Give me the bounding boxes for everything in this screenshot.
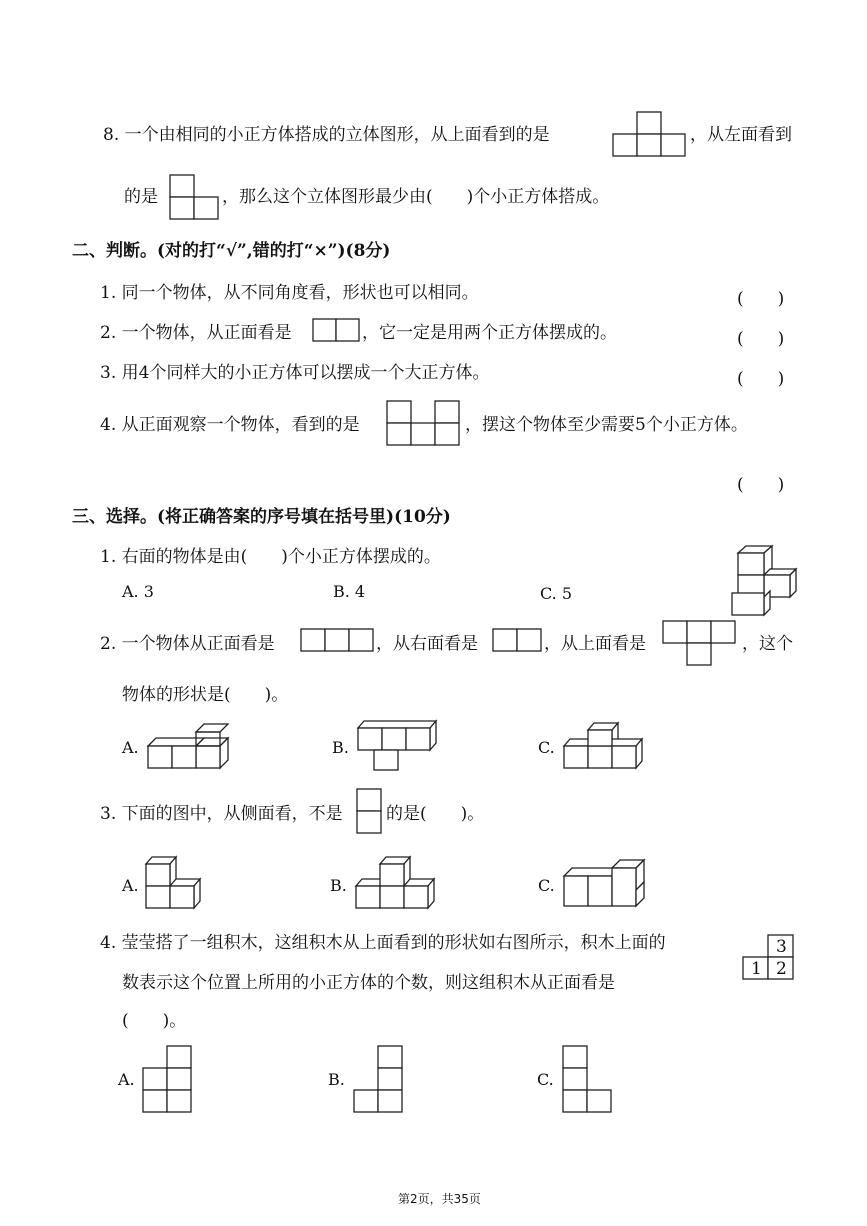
s3-q1-cube-figure bbox=[730, 544, 800, 618]
s3-q3-option-c[interactable]: C. bbox=[538, 876, 555, 895]
q8-line1-text: 8. 一个由相同的小正方体搭成的立体图形，从上面看到的是 bbox=[103, 125, 550, 145]
s2-item3-answer[interactable]: ( ) bbox=[737, 369, 785, 389]
s3-q2-option-b[interactable]: B. bbox=[332, 738, 349, 757]
q8-line2-head: 的是 bbox=[124, 187, 158, 207]
s3-q4-option-c-figure bbox=[562, 1044, 616, 1118]
s3-q4-grid-cell-1: 1 bbox=[751, 959, 762, 979]
s2-item4-text: 4. 从正面观察一个物体，看到的是 bbox=[100, 415, 360, 435]
s3-q4-line1: 4. 莹莹搭了一组积木，这组积木从上面看到的形状如右图所示，积木上面的 bbox=[100, 933, 666, 953]
q8-top-view-figure bbox=[612, 111, 692, 159]
q8-left-view-figure bbox=[169, 174, 221, 222]
s3-q2-text-c: ，从上面看是 bbox=[544, 634, 646, 654]
s3-q2-option-c-figure bbox=[562, 718, 652, 774]
s3-q4-grid-cell-2: 2 bbox=[776, 959, 787, 979]
s3-q2-text-a: 2. 一个物体从正面看是 bbox=[100, 634, 275, 654]
s2-item2-answer[interactable]: ( ) bbox=[737, 329, 785, 349]
s3-q3-text-a: 3. 下面的图中，从侧面看，不是 bbox=[100, 804, 343, 824]
s2-item4-answer[interactable]: ( ) bbox=[737, 475, 785, 495]
s3-q2-line2: 物体的形状是( )。 bbox=[122, 685, 289, 705]
s3-q2-option-a[interactable]: A. bbox=[122, 738, 139, 757]
s3-q2-option-a-figure bbox=[146, 718, 246, 774]
s3-q2-front-view bbox=[300, 628, 376, 654]
s3-q1-option-a[interactable]: A. 3 bbox=[122, 582, 154, 601]
s3-q1-option-b[interactable]: B. 4 bbox=[333, 582, 366, 601]
s3-q2-right-view bbox=[492, 628, 544, 654]
s2-item4-tail: ，摆这个物体至少需要5个小正方体。 bbox=[465, 415, 748, 435]
page-footer: 第2页，共35页 bbox=[398, 1192, 481, 1206]
s3-q4-line3: ( )。 bbox=[122, 1011, 187, 1031]
s3-q4-option-a[interactable]: A. bbox=[118, 1070, 135, 1089]
s3-q2-option-b-figure bbox=[354, 718, 440, 774]
s3-q4-line2: 数表示这个位置上所用的小正方体的个数，则这组积木从正面看是 bbox=[122, 973, 615, 993]
s3-q2-text-d: ，这个 bbox=[742, 634, 793, 654]
s2-item2-text: 2. 一个物体，从正面看是 bbox=[100, 323, 292, 343]
s3-q4-option-b-figure bbox=[353, 1044, 407, 1118]
s3-q3-option-c-figure bbox=[562, 856, 654, 916]
s3-q1-option-c[interactable]: C. 5 bbox=[540, 584, 573, 603]
s2-item2-figure bbox=[312, 318, 362, 344]
s2-item1-text: 1. 同一个物体，从不同角度看，形状也可以相同。 bbox=[100, 283, 479, 303]
s3-q3-option-a[interactable]: A. bbox=[122, 876, 139, 895]
s3-q3-option-a-figure bbox=[144, 854, 208, 918]
s3-q3-side-view bbox=[356, 788, 384, 836]
s3-q4-option-a-figure bbox=[142, 1044, 196, 1118]
s2-item2-tail: ，它一定是用两个正方体摆成的。 bbox=[362, 323, 617, 343]
s2-item3-text: 3. 用4个同样大的小正方体可以摆成一个大正方体。 bbox=[100, 363, 490, 383]
s3-q2-option-c[interactable]: C. bbox=[538, 738, 555, 757]
s2-item4-figure bbox=[386, 400, 464, 448]
s3-q1-text: 1. 右面的物体是由( )个小正方体摆成的。 bbox=[100, 547, 441, 567]
s3-q3-text-b: 的是( )。 bbox=[386, 804, 485, 824]
s3-q3-option-b-figure bbox=[354, 854, 438, 918]
s3-q3-option-b[interactable]: B. bbox=[330, 876, 347, 895]
s3-q2-text-b: ，从右面看是 bbox=[376, 634, 478, 654]
s3-q4-option-c[interactable]: C. bbox=[537, 1070, 554, 1089]
s2-item1-answer[interactable]: ( ) bbox=[737, 289, 785, 309]
s3-q2-top-view bbox=[662, 620, 742, 668]
s3-q4-option-b[interactable]: B. bbox=[328, 1070, 345, 1089]
q8-line1-tail: ，从左面看到 bbox=[690, 125, 792, 145]
section3-title: 三、选择。(将正确答案的序号填在括号里)(10分) bbox=[72, 507, 451, 527]
section2-title: 二、判断。(对的打“√”,错的打“×”)(8分) bbox=[72, 241, 391, 261]
s3-q4-grid-cell-3: 3 bbox=[776, 937, 787, 957]
q8-line2-text: ，那么这个立体图形最少由( )个小正方体搭成。 bbox=[222, 187, 610, 207]
